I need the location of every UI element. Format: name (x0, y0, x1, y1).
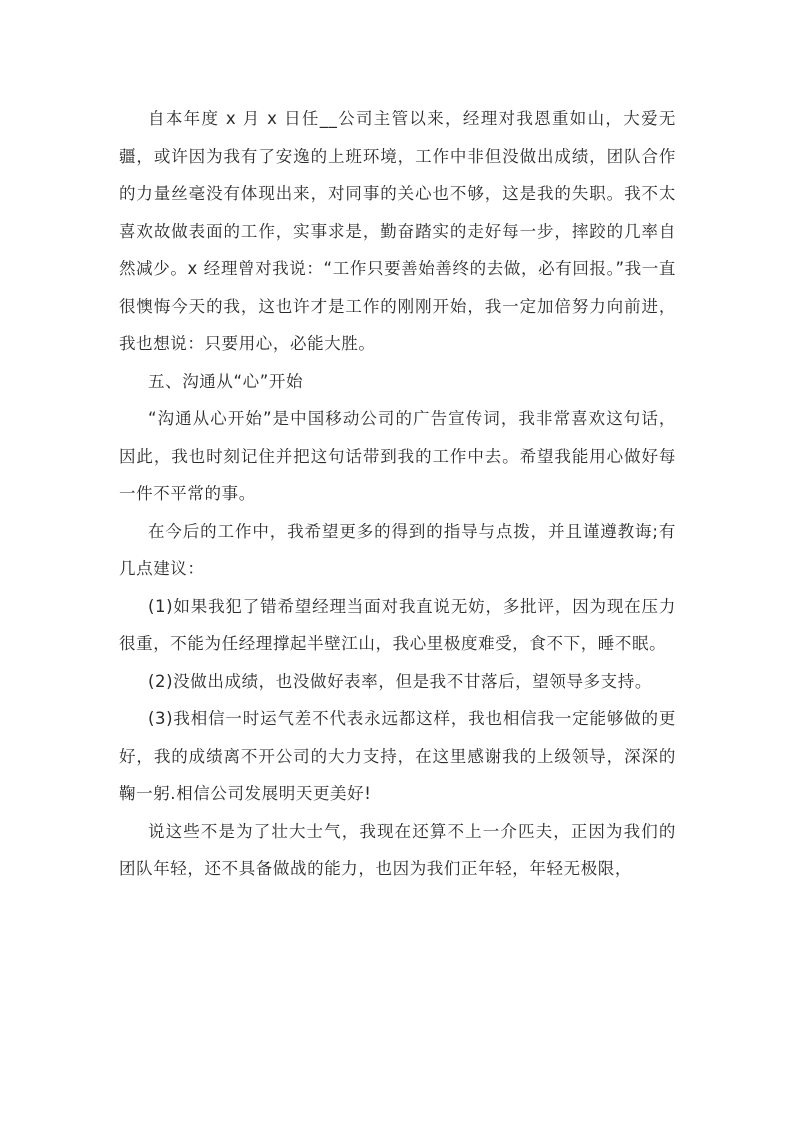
suggestion-item-1: (1)如果我犯了错希望经理当面对我直说无妨，多批评，因为现在压力很重，不能为任经理撑起半壁江山，我心里极度难受，食不下，睡不眠。 (119, 596, 676, 653)
suggestion-item-2: (2)没做出成绩，也没做好表率，但是我不甘落后，望领导多支持。 (148, 671, 652, 691)
paragraph-future-work: 在今后的工作中，我希望更多的得到的指导与点拨，并且谨遵教诲;有几点建议： (119, 521, 676, 578)
paragraph-closing: 说这些不是为了壮大士气，我现在还算不上一介匹夫，正因为我们的团队年轻，还不具备做战的能力，也因为我们正年轻，年轻无极限， (119, 821, 676, 878)
paragraph-slogan: “沟通从心开始”是中国移动公司的广告宣传词，我非常喜欢这句话，因此，我也时刻记住并把这句话带到我的工作中去。希望我能用心做好每一件不平常的事。 (119, 409, 676, 503)
paragraph-self-reflection: 自本年度 x 月 x 日任__公司主管以来，经理对我恩重如山，大爱无疆，或许因为我有了安逸的上班环境，工作中非但没做出成绩，团队合作的力量丝毫没有体现出来，对同事的关心也不够，这是我的失职。我不太喜欢故做表面的工作，实事求是，勤奋踏实的走好每一步，摔跤的几率自然减少。x 经理曾对我说：“工作只要善始善终的去做，必有回报。”我一直很懊悔今天的我，这也许才是工作的刚刚开始，我一定加倍努力向前进，我也想说：只要用心，必能大胜。 (119, 109, 676, 353)
section-heading-communication: 五、沟通从“心”开始 (148, 371, 304, 391)
document-body (119, 100, 676, 888)
suggestion-item-3: (3)我相信一时运气差不代表永远都这样，我也相信我一定能够做的更好，我的成绩离不开公司的大力支持，在这里感谢我的上级领导，深深的鞠一躬.相信公司发展明天更美好! (119, 709, 676, 803)
